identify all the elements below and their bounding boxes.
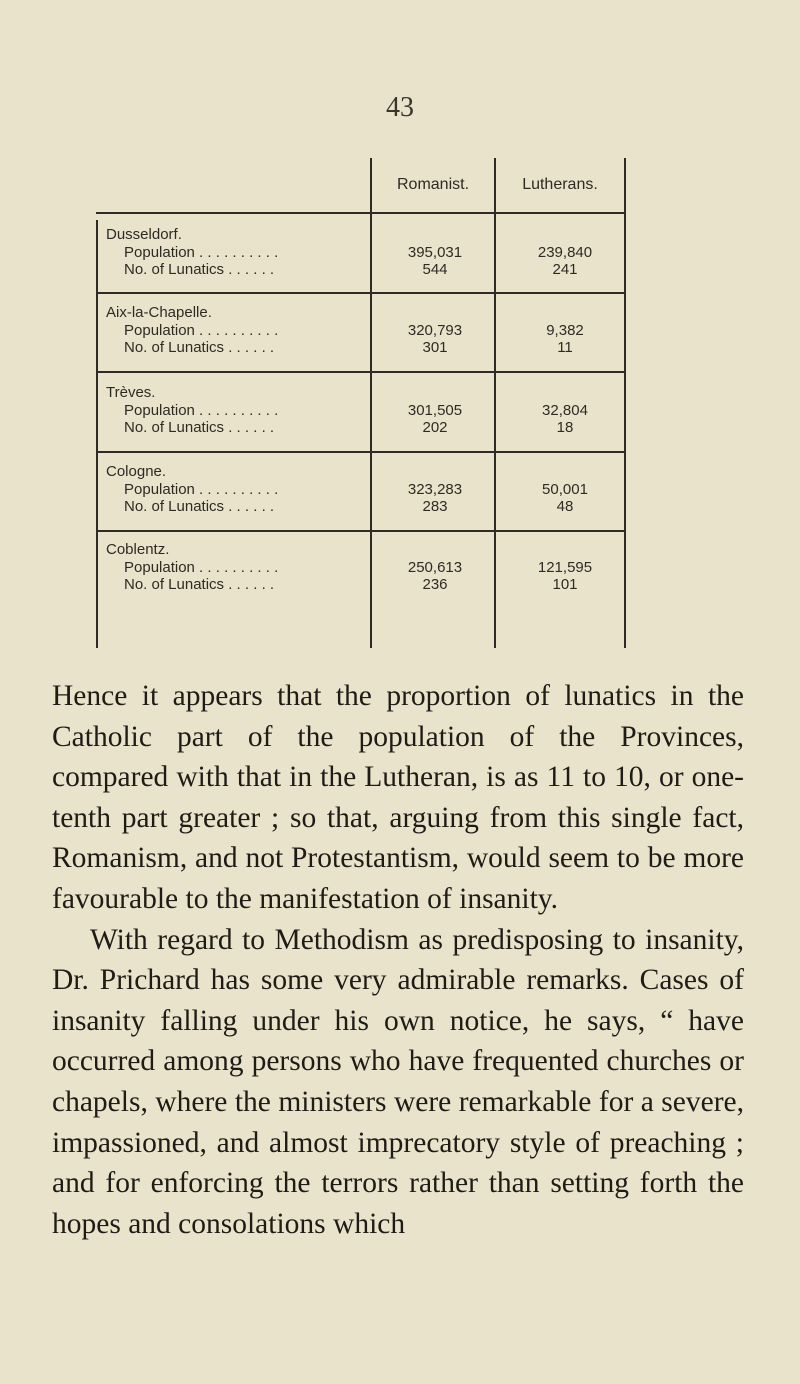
romanist-population: 250,613 [407, 559, 463, 576]
lunatics-label: No. of Lunatics . . . . . . [124, 498, 275, 515]
place-name: Coblentz. [106, 541, 170, 558]
lunatics-label: No. of Lunatics . . . . . . [124, 339, 275, 356]
romanist-population: 320,793 [407, 322, 463, 339]
lunatics-label: No. of Lunatics . . . . . . [124, 419, 275, 436]
row-divider [96, 530, 624, 532]
lutheran-lunatics: 48 [556, 498, 574, 515]
lutheran-population: 9,382 [546, 322, 584, 339]
paragraph: Hence it appears that the proportion of lunatics in the Catholic part of the population of the Provinces, compared with that in the Lutheran, is as 11 to 10, or one-tenth part greater ; so that, arguing from this single fact, Romanism, and not Protestantism, would seem to be more favourable to the manifestation of insanity. [52, 680, 744, 915]
romanist-lunatics: 301 [422, 339, 448, 356]
population-label: Population . . . . . . . . . . [124, 322, 279, 339]
body-text [52, 676, 744, 1244]
lutheran-population: 50,001 [542, 481, 588, 498]
row-divider [96, 292, 624, 294]
place-name: Trèves. [106, 384, 156, 401]
place-name: Dusseldorf. [106, 226, 182, 243]
page-number: 43 [386, 92, 414, 123]
row-divider [96, 451, 624, 453]
romanist-lunatics: 236 [422, 576, 448, 593]
lutheran-lunatics: 101 [552, 576, 578, 593]
row-divider [96, 371, 624, 373]
population-label: Population . . . . . . . . . . [124, 481, 279, 498]
lutheran-population: 121,595 [537, 559, 593, 576]
romanist-lunatics: 283 [422, 498, 448, 515]
column-header-romanist: Romanist. [396, 176, 470, 193]
lutheran-population: 32,804 [542, 402, 588, 419]
romanist-population: 301,505 [407, 402, 463, 419]
table-left-rule [96, 220, 98, 648]
lunatics-label: No. of Lunatics . . . . . . [124, 261, 275, 278]
column-header-lutherans: Lutherans. [522, 176, 598, 193]
romanist-lunatics: 544 [422, 261, 448, 278]
lunatics-label: No. of Lunatics . . . . . . [124, 576, 275, 593]
population-label: Population . . . . . . . . . . [124, 244, 279, 261]
lutheran-population: 239,840 [537, 244, 593, 261]
place-name: Cologne. [106, 463, 167, 480]
place-name: Aix-la-Chapelle. [106, 304, 212, 321]
statistics-table [96, 158, 626, 648]
lutheran-lunatics: 18 [556, 419, 574, 436]
population-label: Population . . . . . . . . . . [124, 559, 279, 576]
romanist-population: 395,031 [407, 244, 463, 261]
romanist-lunatics: 202 [422, 419, 448, 436]
romanist-population: 323,283 [407, 481, 463, 498]
lutheran-lunatics: 241 [552, 261, 578, 278]
population-label: Population . . . . . . . . . . [124, 402, 279, 419]
lutheran-lunatics: 11 [557, 339, 573, 356]
paragraph: With regard to Methodism as predisposing to insanity, Dr. Prichard has some very admirable remarks. Cases of insanity falling under his own notice, he says, “ have occurred among persons who have frequented churches or chapels, where the ministers were remarkable for a severe, impassioned, and almost imprecatory style of preaching ; and for enforcing the terrors rather than setting forth the hopes and consolations which [52, 923, 744, 1240]
row-divider [96, 212, 624, 214]
